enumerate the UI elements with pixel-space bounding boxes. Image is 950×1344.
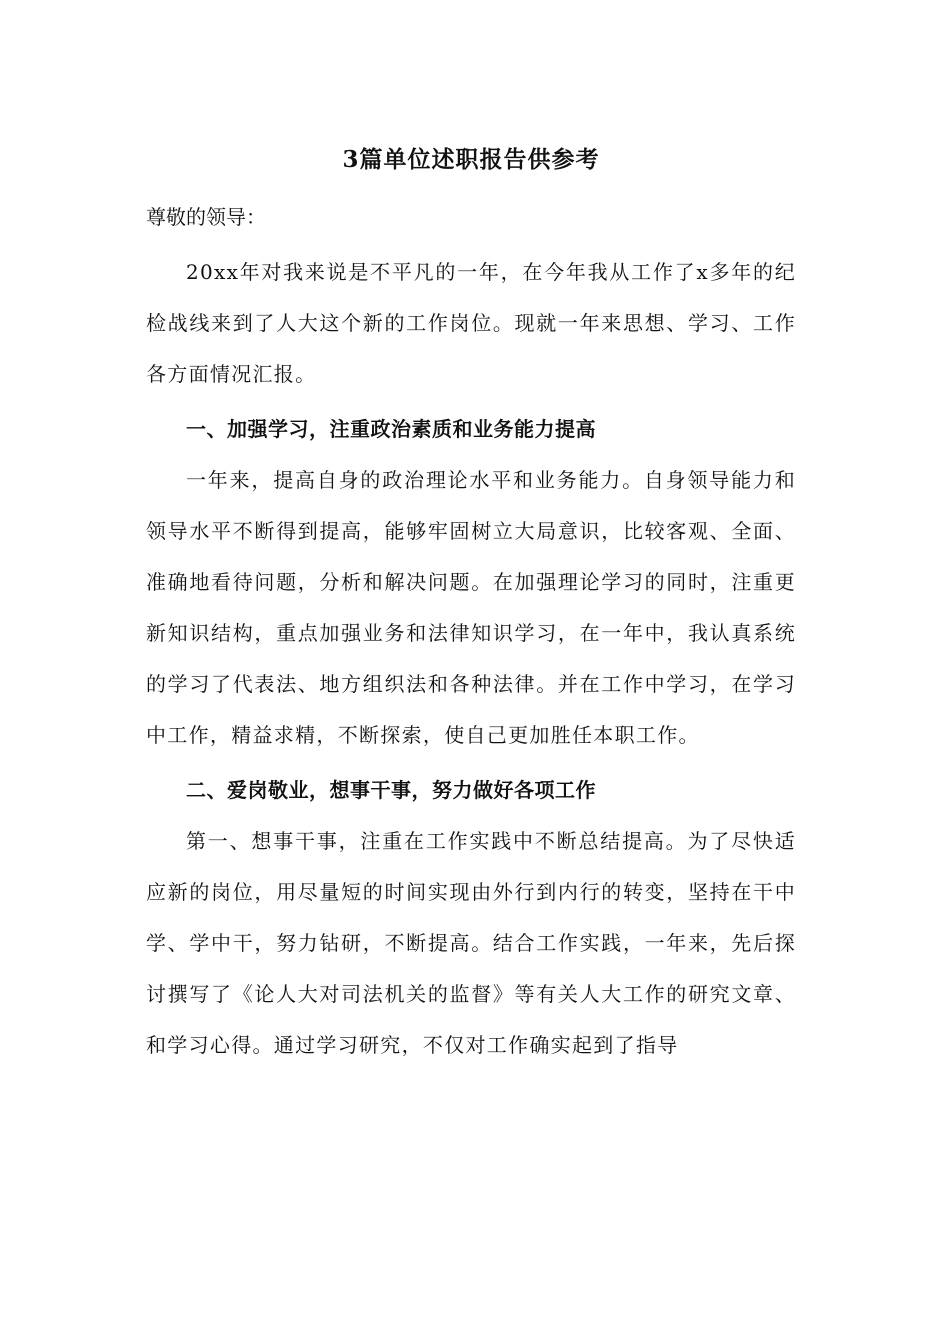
salutation: 尊敬的领导： xyxy=(146,205,266,229)
section-1-heading: 一、加强学习，注重政治素质和业务能力提高 xyxy=(186,417,596,441)
section-1-paragraph: 一年来，提高自身的政治理论水平和业务能力。自身领导能力和领导水平不断得到提高，能够牢固树立大局意识，比较客观、全面、准确地看待问题，分析和解决问题。在加强理论学习的同时，注重更新知识结构，重点加强业务和法律知识学习，在一年中，我认真系统的学习了代表法、地方组织法和各种法律。并在工作中学习，在学习中工作，精益求精，不断探索，使自己更加胜任本职工作。 xyxy=(146,468,796,747)
intro-paragraph: 20xx年对我来说是不平凡的一年，在今年我从工作了x多年的纪检战线来到了人大这个新的工作岗位。现就一年来思想、学习、工作各方面情况汇报。 xyxy=(146,260,796,386)
section-2-heading: 二、爱岗敬业，想事干事，努力做好各项工作 xyxy=(186,778,596,802)
document-title: 3篇单位述职报告供参考 xyxy=(342,146,600,173)
document-page xyxy=(146,138,796,1071)
section-2-paragraph: 第一、想事干事，注重在工作实践中不断总结提高。为了尽快适应新的岗位，用尽量短的时间实现由外行到内行的转变，坚持在干中学、学中干，努力钻研，不断提高。结合工作实践，一年来，先后探讨撰写了《论人大对司法机关的监督》等有关人大工作的研究文章、和学习心得。通过学习研究，不仅对工作确实起到了指导 xyxy=(146,829,796,1057)
